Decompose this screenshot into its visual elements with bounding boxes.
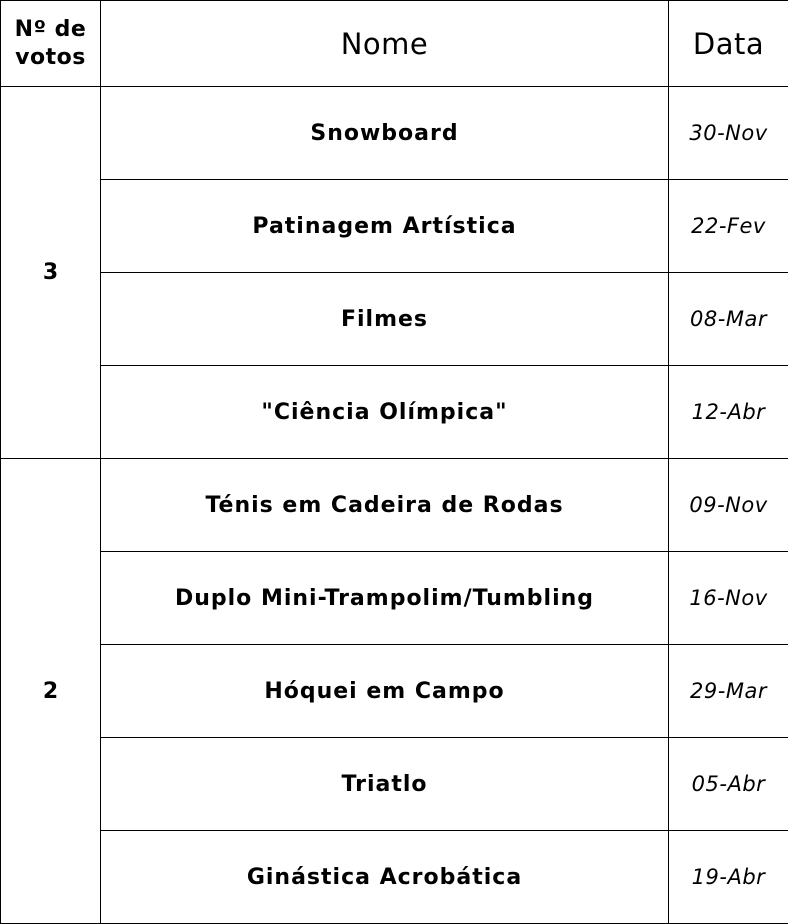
header-row	[1, 1, 788, 87]
activity-name-cell: Filmes	[101, 273, 669, 366]
activity-name-cell: Ténis em Cadeira de Rodas	[101, 459, 669, 552]
table-row	[1, 87, 788, 180]
activity-name-cell: Duplo Mini-Trampolim/Tumbling	[101, 552, 669, 645]
activity-name-cell: Patinagem Artística	[101, 180, 669, 273]
activity-date-cell: 30-Nov	[669, 87, 788, 180]
activity-date-cell: 12-Abr	[669, 366, 788, 459]
table-row	[1, 366, 788, 459]
activity-date-cell: 29-Mar	[669, 645, 788, 738]
table-row	[1, 459, 788, 552]
votes-count-cell: 3	[1, 87, 101, 459]
activity-name-cell: Triatlo	[101, 738, 669, 831]
table-row	[1, 180, 788, 273]
activity-date-cell: 16-Nov	[669, 552, 788, 645]
header-date: Data	[669, 1, 788, 87]
table-row	[1, 645, 788, 738]
activity-date-cell: 09-Nov	[669, 459, 788, 552]
activity-name-cell: Hóquei em Campo	[101, 645, 669, 738]
header-votes: Nº de votos	[1, 1, 101, 87]
table-row	[1, 552, 788, 645]
activity-date-cell: 08-Mar	[669, 273, 788, 366]
table-row	[1, 831, 788, 924]
activity-date-cell: 22-Fev	[669, 180, 788, 273]
activity-name-cell: Ginástica Acrobática	[101, 831, 669, 924]
table-row	[1, 738, 788, 831]
activity-date-cell: 05-Abr	[669, 738, 788, 831]
activity-date-cell: 19-Abr	[669, 831, 788, 924]
activity-name-cell: Snowboard	[101, 87, 669, 180]
votes-count-cell: 2	[1, 459, 101, 924]
table-row	[1, 273, 788, 366]
activity-name-cell: "Ciência Olímpica"	[101, 366, 669, 459]
header-name: Nome	[101, 1, 669, 87]
